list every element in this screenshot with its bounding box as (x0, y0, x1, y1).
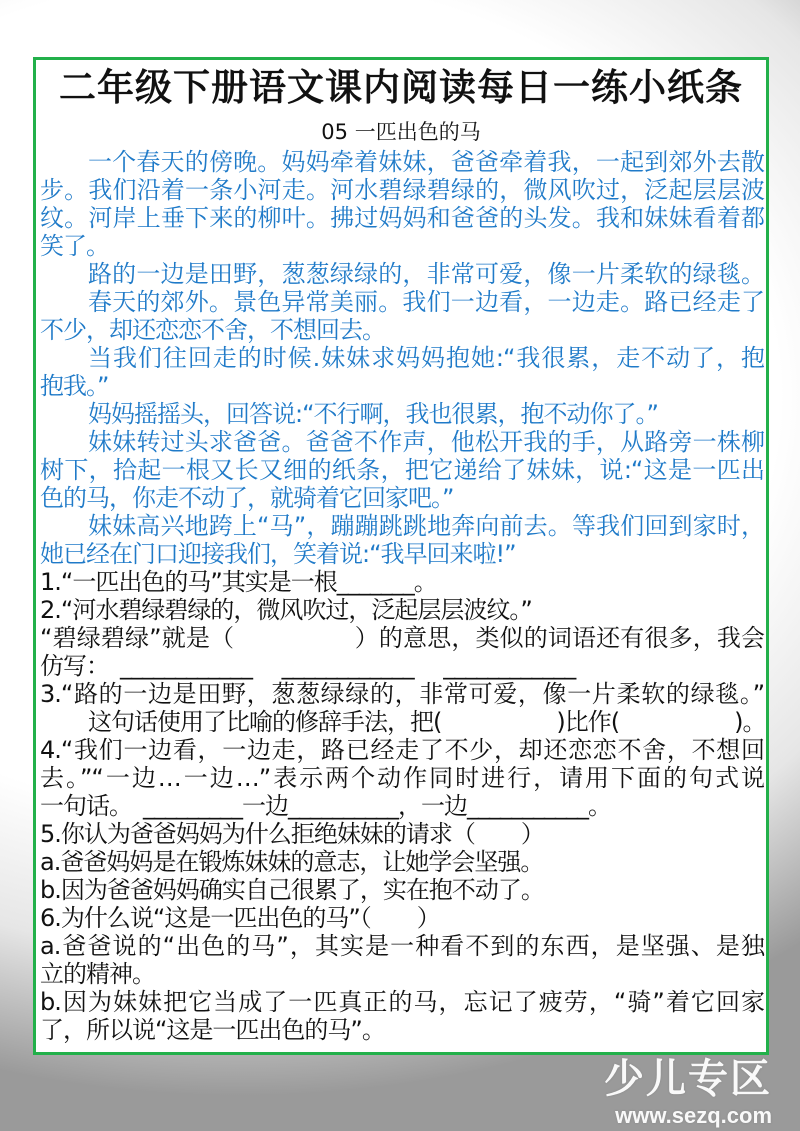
question-line: 仿写： ____________ ____________ ____________ (40, 652, 576, 680)
passage-line: 妈妈摇摇头，回答说:“不行啊，我也很累，抱不动你了。” (88, 400, 658, 428)
passage-line: 抱我。” (40, 372, 109, 400)
question-line: 去。”“一边…一边…”表示两个动作同时进行，请用下面的句式说 (40, 764, 764, 792)
worksheet-frame (33, 57, 769, 1055)
passage-line: 一个春天的傍晚。妈妈牵着妹妹，爸爸牵着我，一起到郊外去散 (88, 148, 764, 176)
question-line: 2.“河水碧绿碧绿的，微风吹过，泛起层层波纹。” (40, 596, 532, 624)
question-line: “碧绿碧绿”就是（ ）的意思，类似的词语还有很多，我会 (40, 624, 764, 652)
passage-line: 色的马，你走不动了，就骑着它回家吧。” (40, 484, 454, 512)
passage-line: 笑了。 (40, 232, 109, 260)
question-line: b.因为妹妹把它当成了一匹真正的马，忘记了疲劳，“骑”着它回家 (40, 988, 764, 1016)
passage-line: 妹妹转过头求爸爸。爸爸不作声，他松开我的手，从路旁一株柳 (88, 428, 764, 456)
passage-line: 路的一边是田野，葱葱绿绿的，非常可爱，像一片柔软的绿毯。 (88, 260, 764, 288)
question-line: a.爸爸妈妈是在锻炼妹妹的意志，让她学会坚强。 (40, 848, 544, 876)
question-line: 立的精神。 (40, 960, 155, 988)
question-line: b.因为爸爸妈妈确实自己很累了，实在抱不动了。 (40, 876, 544, 904)
watermark-url: www.sezq.com (615, 1103, 772, 1128)
question-line: 6.为什么说“这是一匹出色的马”（ ） (40, 904, 440, 932)
lesson-title: 05 一匹出色的马 (321, 120, 481, 144)
question-list (40, 568, 764, 1044)
passage-line: 不少，却还恋恋不舍，不想回去。 (40, 316, 385, 344)
passage-line: 当我们往回走的时候.妹妹求妈妈抱她:“我很累，走不动了，抱 (88, 344, 764, 372)
question-line: 5.你认为爸爸妈妈为什么拒绝妹妹的请求（ ） (40, 820, 544, 848)
question-line: 1.“一匹出色的马”其实是一根_______。 (40, 568, 437, 596)
question-line: 4.“我们一边看，一边走，路已经走了不少，却还恋恋不舍，不想回 (40, 736, 764, 764)
worksheet-title: 二年级下册语文课内阅读每日一练小纸条 (59, 66, 743, 109)
passage-line: 春天的郊外。景色异常美丽。我们一边看，一边走。路已经走了 (88, 288, 764, 316)
watermark-brand: 少儿专区 (604, 1056, 772, 1102)
worksheet-body (40, 148, 764, 1044)
question-line: 这句话使用了比喻的修辞手法，把( )比作( )。 (88, 708, 766, 736)
passage-line: 步。我们沿着一条小河走。河水碧绿碧绿的，微风吹过，泛起层层波 (40, 176, 764, 204)
reading-passage (40, 148, 764, 568)
question-line: 3.“路的一边是田野，葱葱绿绿的，非常可爱，像一片柔软的绿毯。” (40, 680, 764, 708)
passage-line: 纹。河岸上垂下来的柳叶。拂过妈妈和爸爸的头发。我和妹妹看着都 (40, 204, 764, 232)
passage-line: 她已经在门口迎接我们，笑着说:“我早回来啦!” (40, 540, 516, 568)
passage-line: 树下，拾起一根又长又细的纸条，把它递给了妹妹，说:“这是一匹出 (40, 456, 764, 484)
passage-line: 妹妹高兴地跨上“马”，蹦蹦跳跳地奔向前去。等我们回到家时， (88, 512, 764, 540)
question-line: 一句话。 _________一边__________，一边___________。 (40, 792, 611, 820)
question-line: 了，所以说“这是一匹出色的马”。 (40, 1016, 385, 1044)
question-line: a.爸爸说的“出色的马”，其实是一种看不到的东西，是坚强、是独 (40, 932, 764, 960)
